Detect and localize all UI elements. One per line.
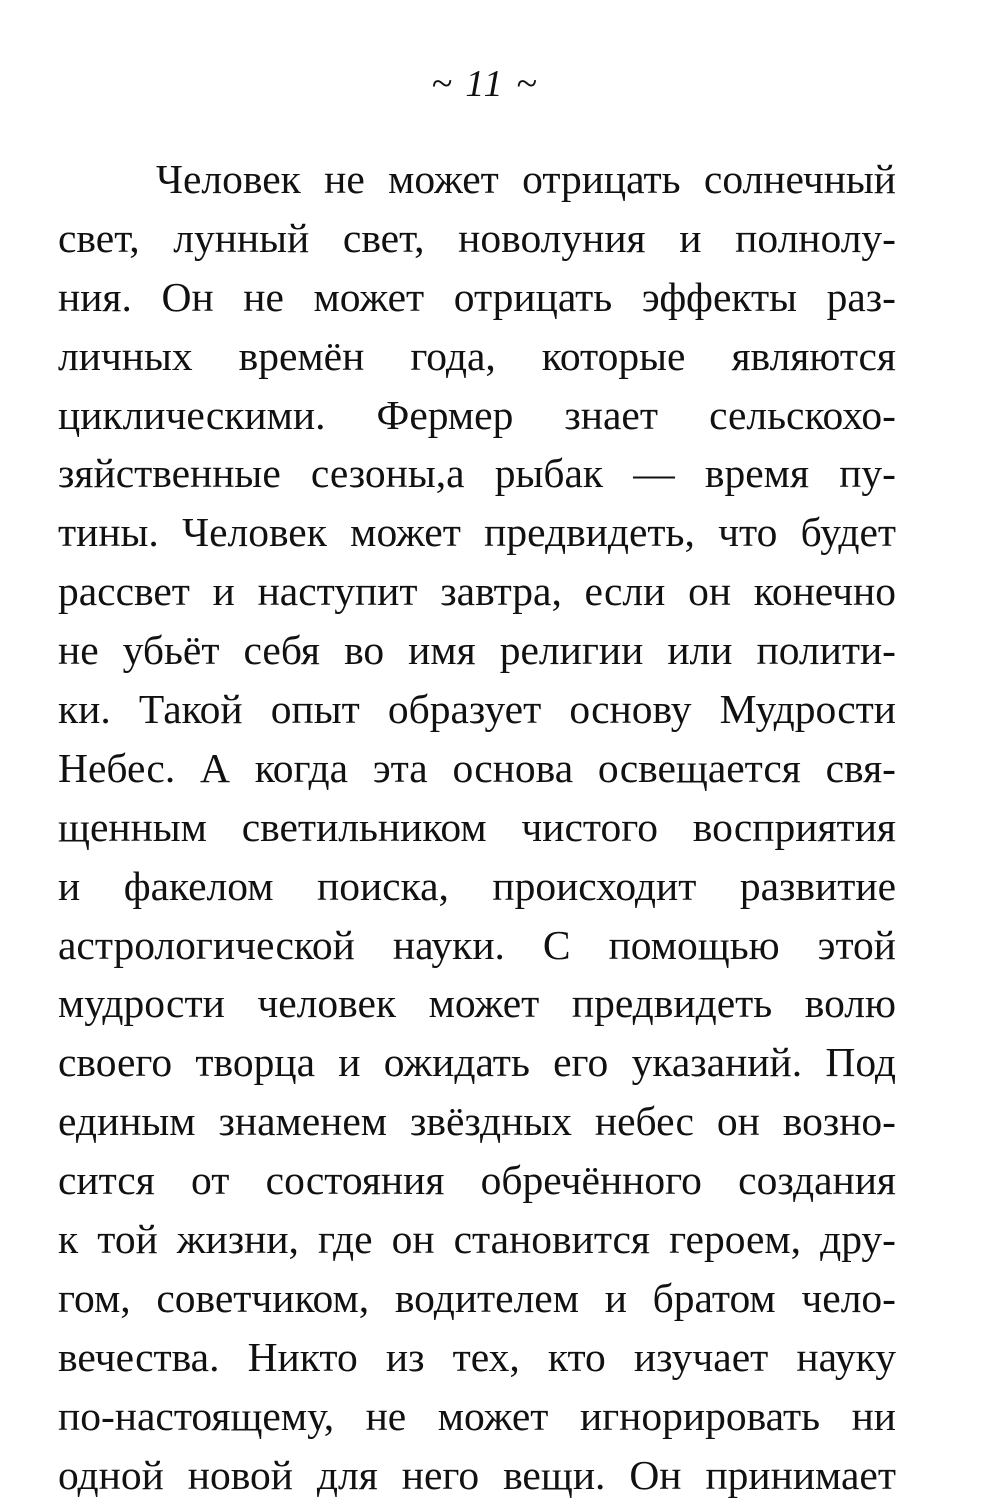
text-line: тины. Человек может предвидеть, что будет [58,509,896,556]
text-line: вечества. Никто из тех, кто изучает науку [58,1333,896,1380]
text-line: ния. Он не может отрицать эффекты раз- [58,273,896,320]
text-line: не убьёт себя во имя религии или полити- [58,627,896,674]
page-number: ~ 11 ~ [431,63,539,105]
text-line: Небес. А когда эта основа освещается свя- [58,744,896,791]
body-text [58,150,896,1504]
text-line: ки. Такой опыт образует основу Мудрости [58,686,896,733]
text-line: одной новой для него вещи. Он принимает [58,1451,896,1498]
text-line: и факелом поиска, происходит развитие [58,862,896,909]
text-line: астрологической науки. С помощью этой [58,921,896,968]
text-line: щенным светильником чистого восприятия [58,803,896,850]
text-line: своего творца и ожидать его указаний. Под [58,1039,896,1086]
text-line: циклическими. Фермер знает сельскохо- [58,391,896,438]
text-line: гом, советчиком, водителем и братом чело- [58,1274,896,1321]
text-line: по-настоящему, не может игнорировать ни [58,1392,896,1439]
text-line: личных времён года, которые являются [58,332,896,379]
text-line: единым знаменем звёздных небес он возно- [58,1098,896,1145]
text-line: свет, лунный свет, новолуния и полнолу- [58,214,896,261]
text-line: зяйственные сезоны,а рыбак — время пу- [58,450,896,497]
text-line: Человек не может отрицать солнечный [156,156,896,202]
text-line: мудрости человек может предвидеть волю [58,980,896,1027]
text-line: рассвет и наступит завтра, если он конечно [58,568,896,615]
text-line: к той жизни, где он становится героем, дру- [58,1216,896,1263]
text-line: сится от состояния обречённого создания [58,1157,896,1204]
